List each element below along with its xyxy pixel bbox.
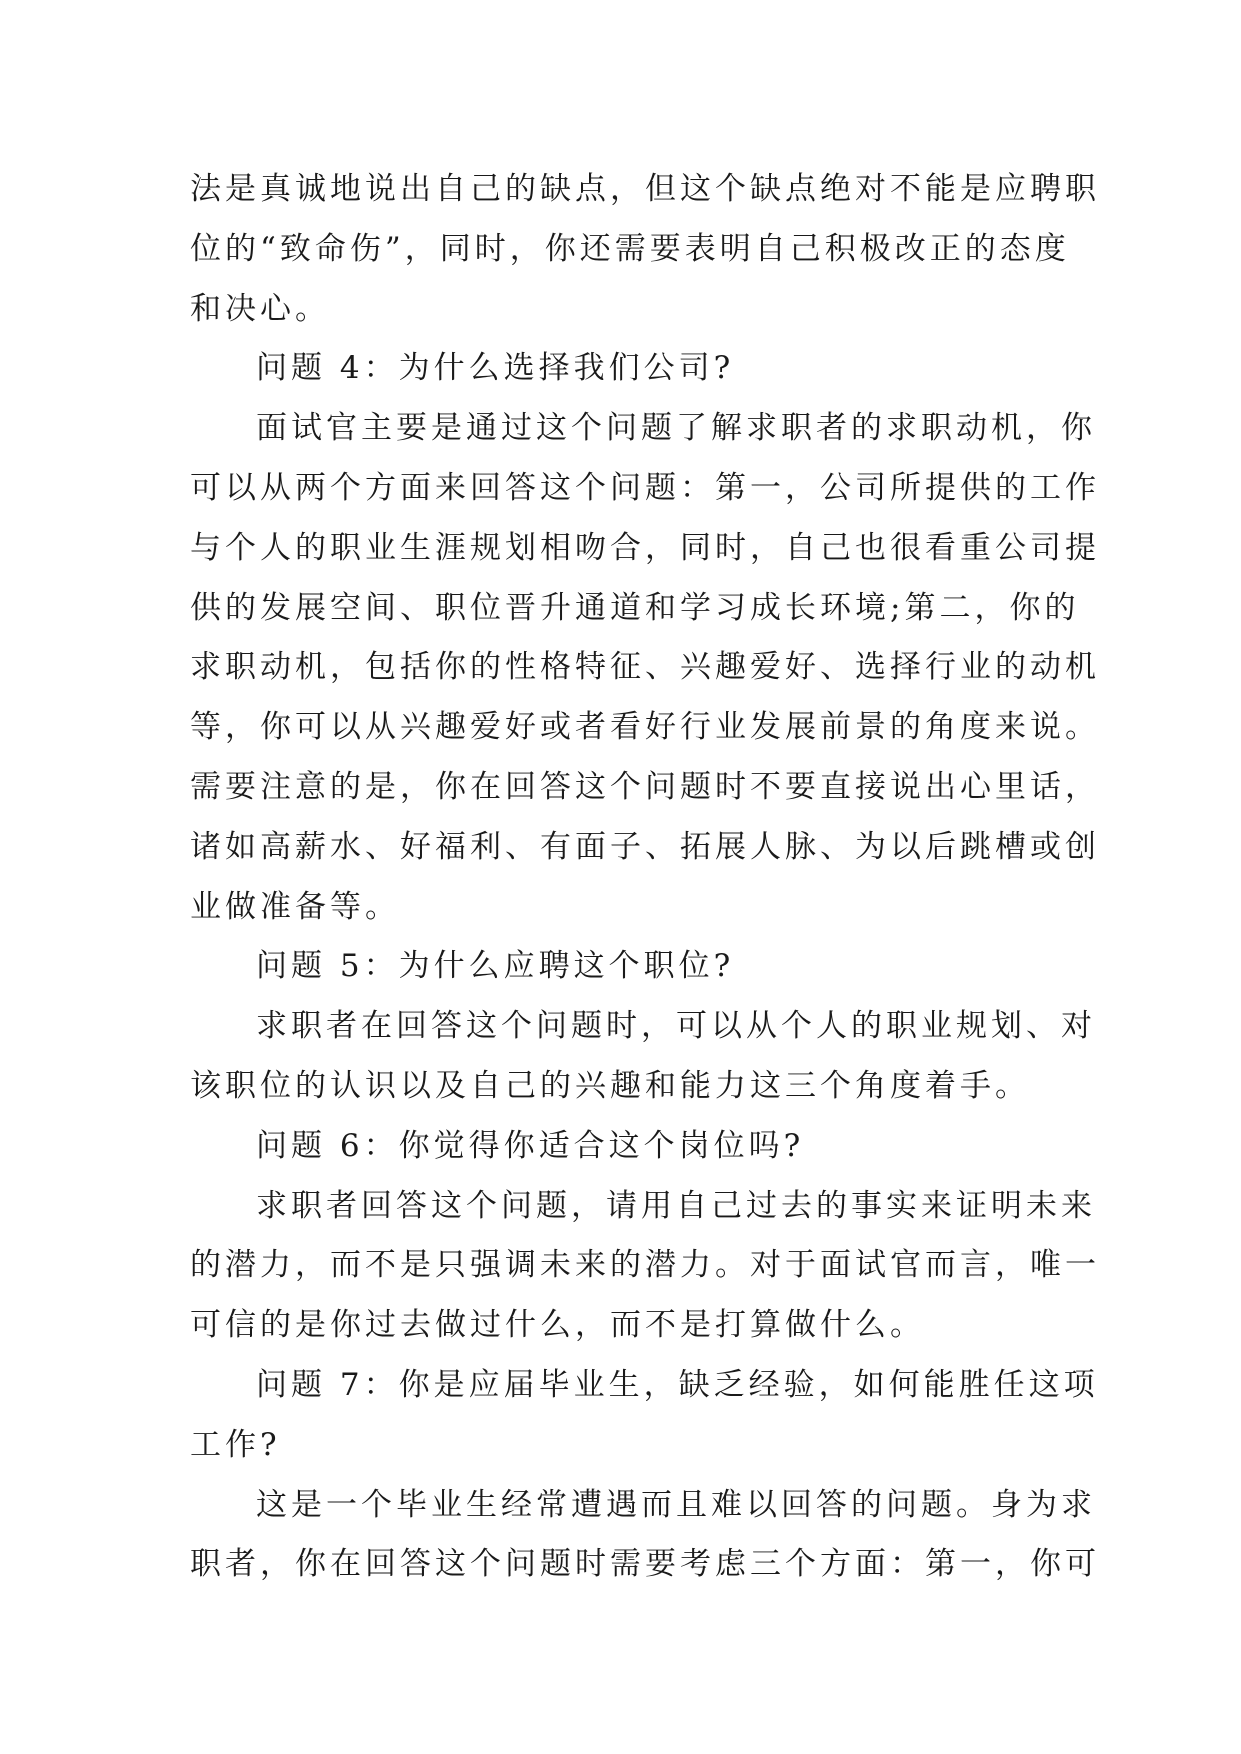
text-line: 这是一个毕业生经常遭遇而且难以回答的问题。身为求	[256, 1486, 1096, 1523]
text-line: 可以从两个方面来回答这个问题：第一，公司所提供的工作	[190, 469, 1100, 506]
text-line: 求职动机，包括你的性格特征、兴趣爱好、选择行业的动机	[190, 649, 1100, 686]
text-line: 等，你可以从兴趣爱好或者看好行业发展前景的角度来说。	[190, 709, 1100, 746]
text-line: 问题 6：你觉得你适合这个岗位吗?	[256, 1127, 805, 1164]
text-line: 与个人的职业生涯规划相吻合，同时，自己也很看重公司提	[190, 529, 1100, 566]
text-line: 需要注意的是，你在回答这个问题时不要直接说出心里话，	[190, 768, 1100, 805]
text-line: 的潜力，而不是只强调未来的潜力。对于面试官而言，唯一	[190, 1247, 1100, 1284]
text-line: 职者，你在回答这个问题时需要考虑三个方面：第一，你可	[190, 1546, 1100, 1583]
document-body	[190, 160, 1100, 1595]
text-line: 供的发展空间、职位晋升通道和学习成长环境;第二，你的	[190, 589, 1080, 626]
text-line: 求职者在回答这个问题时，可以从个人的职业规划、对	[256, 1008, 1096, 1045]
text-line: 诸如高薪水、好福利、有面子、拓展人脉、为以后跳槽或创	[190, 828, 1100, 865]
text-line: 面试官主要是通过这个问题了解求职者的求职动机，你	[256, 410, 1096, 447]
text-line: 该职位的认识以及自己的兴趣和能力这三个角度着手。	[190, 1067, 1030, 1104]
text-line: 问题 5：为什么应聘这个职位?	[256, 948, 735, 985]
text-line: 求职者回答这个问题，请用自己过去的事实来证明未来	[256, 1187, 1096, 1224]
text-line: 位的“致命伤”，同时，你还需要表明自己积极改正的态度	[190, 230, 1070, 267]
text-line: 工作?	[190, 1426, 281, 1463]
text-line: 和决心。	[190, 290, 330, 327]
text-line: 问题 4：为什么选择我们公司?	[256, 350, 735, 387]
text-line: 问题 7：你是应届毕业生，缺乏经验，如何能胜任这项	[256, 1366, 1099, 1403]
text-line: 可信的是你过去做过什么，而不是打算做什么。	[190, 1307, 925, 1344]
text-line: 法是真诚地说出自己的缺点，但这个缺点绝对不能是应聘职	[190, 171, 1100, 207]
text-line: 业做准备等。	[190, 888, 400, 925]
